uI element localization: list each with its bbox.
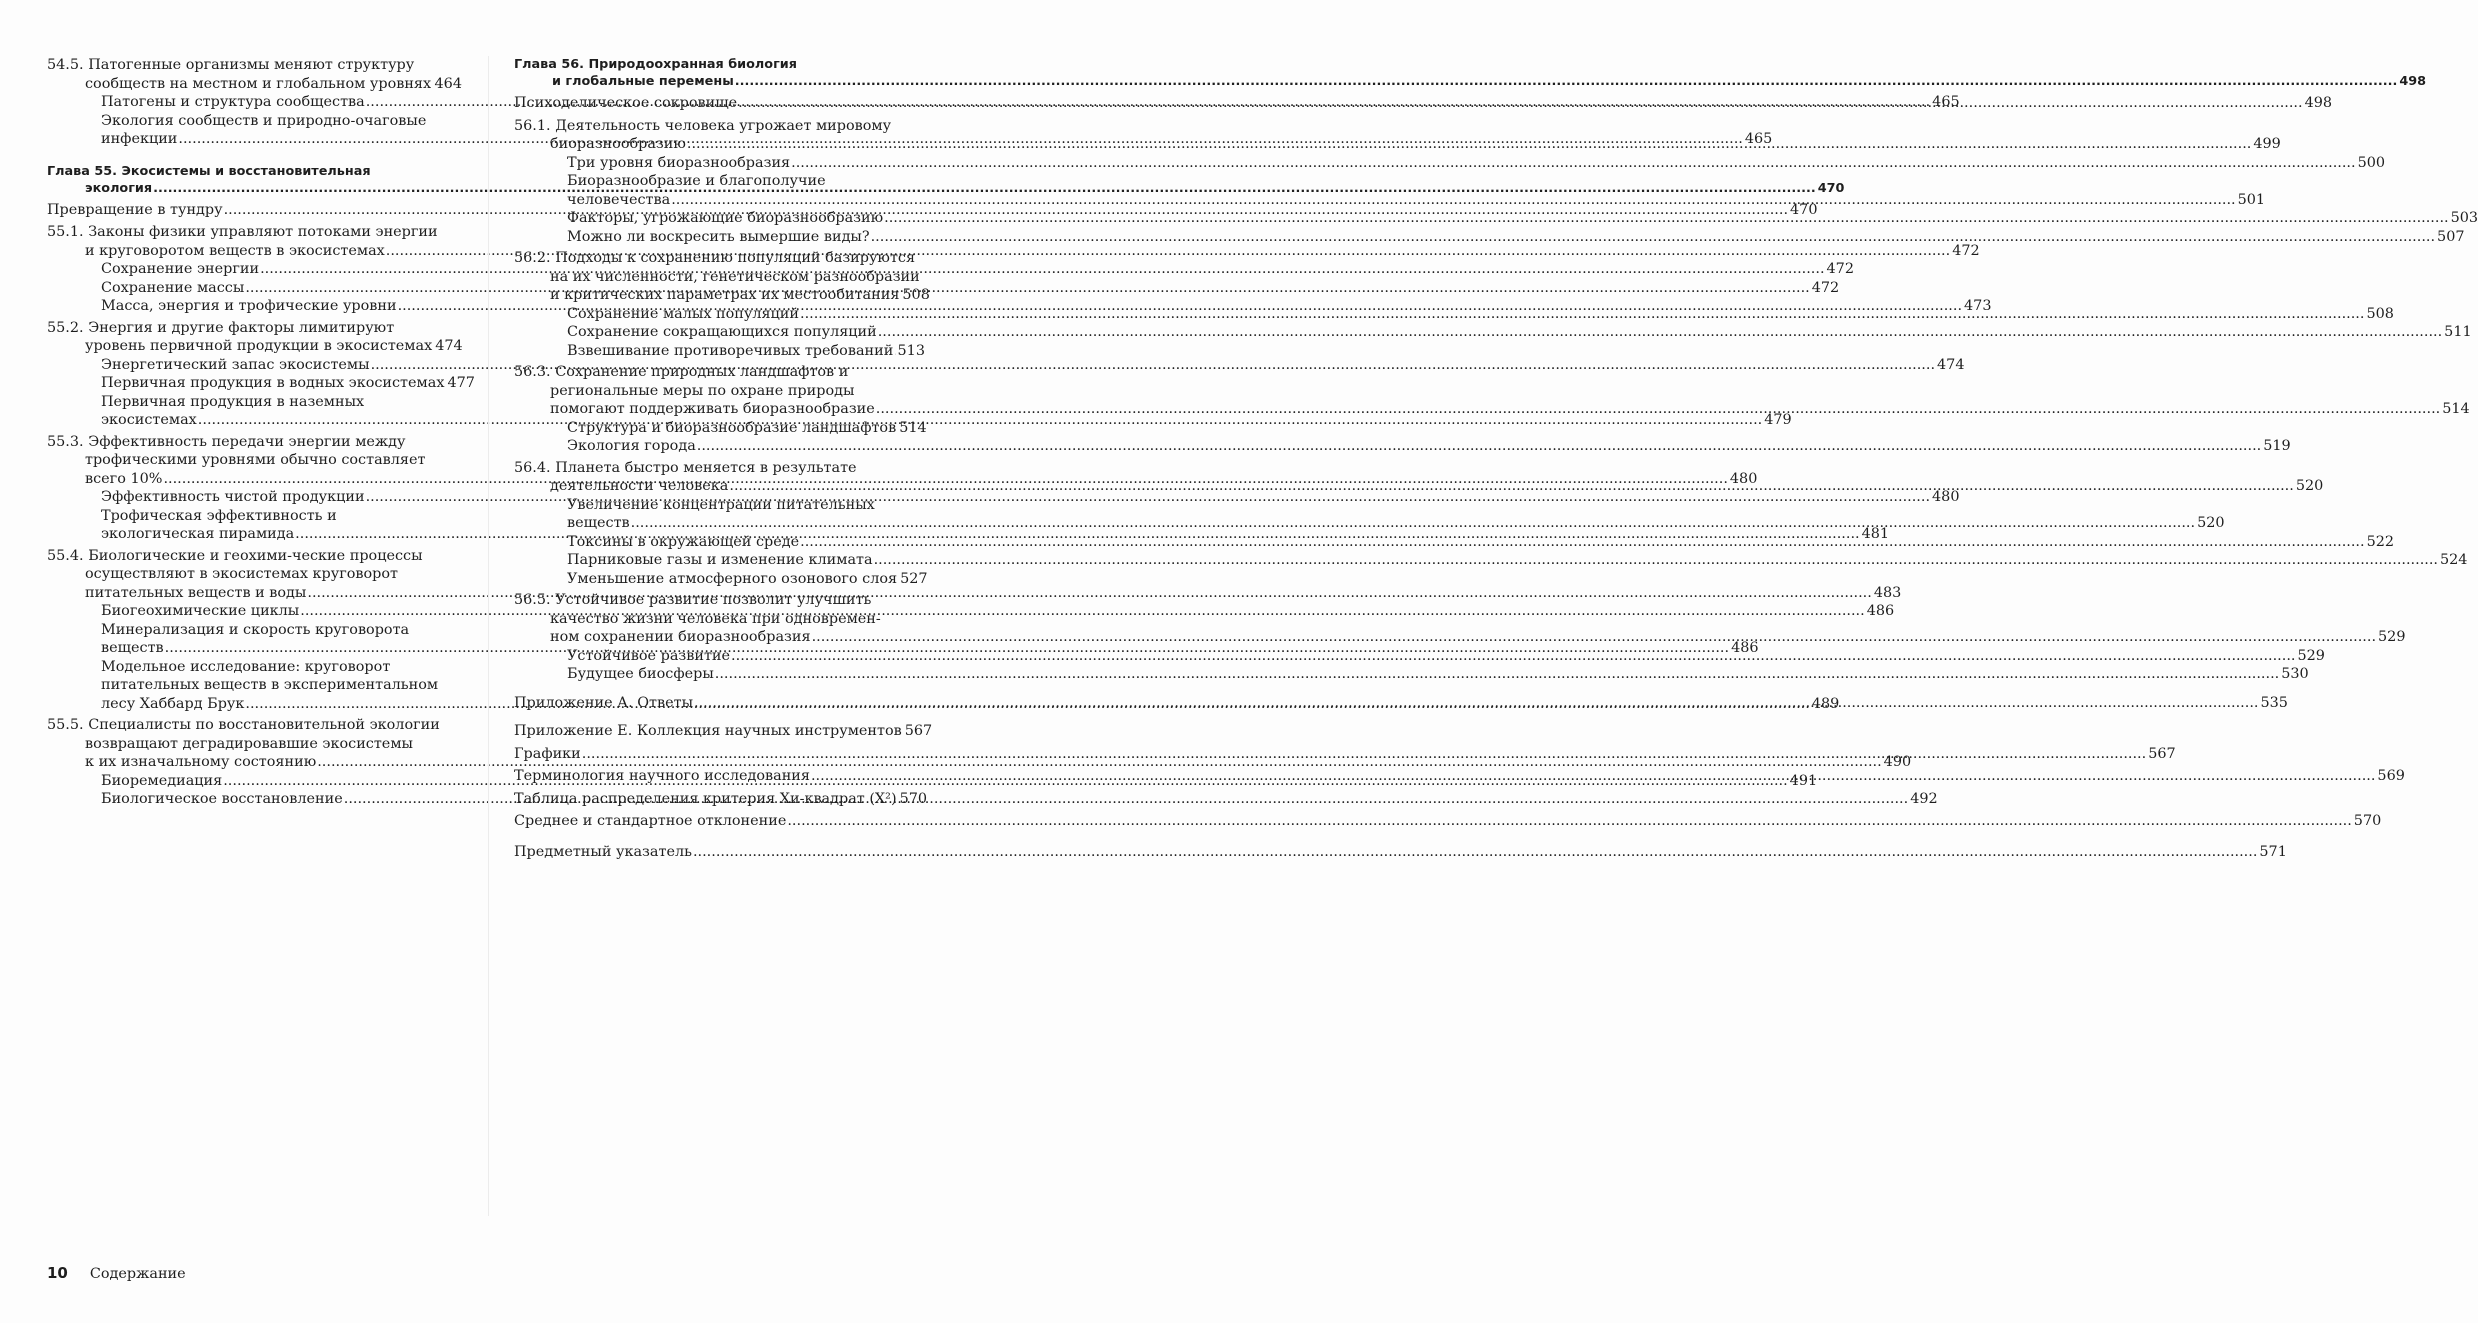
leader-dots xyxy=(245,279,1809,298)
toc-sub-entry[interactable] xyxy=(514,154,2386,173)
toc-page-number: 499 xyxy=(2253,136,2281,152)
leader-dots xyxy=(715,665,2279,684)
toc-page-number: 514 xyxy=(2442,401,2470,417)
toc-page-number: 520 xyxy=(2295,478,2324,494)
page-footer xyxy=(47,1264,186,1282)
toc-entry-title: экологическая пирамида xyxy=(101,526,295,542)
toc-sub-entry[interactable] xyxy=(514,228,2465,247)
toc-page-number: 519 xyxy=(2263,438,2291,454)
toc-entry-title: Графики xyxy=(514,745,581,762)
toc-entry-title: деятельности человека xyxy=(550,478,729,494)
leader-dots xyxy=(878,323,2442,342)
toc-page-number: 486 xyxy=(1866,603,1895,619)
toc-page-number: 479 xyxy=(1764,412,1792,428)
toc-entry-title: Можно ли воскресить вымершие виды? xyxy=(567,228,870,245)
leader-dots xyxy=(800,533,2364,552)
toc-entry-title: качество жизни человека при одновремен- xyxy=(550,610,881,627)
toc-entry-title: Сохранение сокращающихся популяций xyxy=(567,324,877,340)
leader-dots xyxy=(871,228,2435,247)
leader-dots xyxy=(687,135,2251,154)
leader-dots xyxy=(884,209,2448,228)
toc-page-number: 480 xyxy=(1729,470,1758,487)
toc-entry-title: питательных веществ в экспериментальном xyxy=(101,677,439,693)
toc-page-number: 489 xyxy=(1811,695,1840,712)
toc-entry-title: Биогеохимические циклы xyxy=(101,603,300,619)
toc-page-number: 486 xyxy=(1731,640,1759,656)
toc-entry-title: Структура и биоразнообразие ландшафтов xyxy=(567,419,897,436)
toc-entry-title: к их изначальному состоянию xyxy=(85,754,317,770)
toc-section-entry[interactable] xyxy=(514,249,930,305)
toc-entry-title: Три уровня биоразнообразия xyxy=(567,154,791,171)
toc-entry-title: осуществляют в экосистемах круговорот xyxy=(85,566,399,582)
toc-entry-title: и глобальные перемены xyxy=(552,74,734,89)
toc-entry-title: на их численности, генетическом разнообразии xyxy=(550,268,920,285)
toc-page-number: 520 xyxy=(2197,515,2225,531)
toc-entry-title: 55.4. Биологические и геохими-ческие процессы xyxy=(47,547,423,564)
toc-page-number: 529 xyxy=(2378,629,2406,645)
toc-sub-entry[interactable] xyxy=(514,342,925,361)
toc-page-number: 470 xyxy=(1817,180,1845,196)
leader-dots xyxy=(729,477,2293,496)
leader-dots xyxy=(811,767,2375,786)
leader-dots xyxy=(731,647,2295,666)
toc-page-number: 514 xyxy=(899,419,927,436)
toc-entry-title: Терминология научного исследования xyxy=(514,768,810,784)
toc-entry-title: Эффективность чистой продукции xyxy=(101,489,365,505)
toc-entry-title: Минерализация и скорость круговорота xyxy=(101,621,410,638)
toc-entry-title: Экология сообществ и природно-очаговые xyxy=(101,112,427,129)
toc-entry-title: 55.3. Эффективность передачи энергии между xyxy=(47,433,406,450)
toc-page-number: 491 xyxy=(1789,772,1818,789)
toc-page-number: 498 xyxy=(2399,74,2427,89)
toc-entry-title: инфекции xyxy=(101,131,178,147)
toc-sub-entry[interactable] xyxy=(514,437,2291,456)
toc-chapter-entry[interactable] xyxy=(514,56,2427,90)
toc-entry-title: экосистемах xyxy=(101,412,197,428)
leader-dots xyxy=(694,694,2258,713)
toc-entry-title: возвращают деградировавшие экосистемы xyxy=(85,735,413,752)
leader-dots xyxy=(671,191,2235,210)
toc-page-number: 511 xyxy=(2444,324,2472,340)
toc-page-number: 474 xyxy=(1937,356,1965,373)
toc-entry-title: 55.1. Законы физики управляют потоками энергии xyxy=(47,224,438,240)
leader-dots xyxy=(876,400,2440,419)
toc-page-number: 524 xyxy=(2440,552,2468,568)
toc-entry-title: Психоделическое сокровище xyxy=(514,95,738,111)
toc-page-number: 483 xyxy=(1873,584,1902,601)
toc-page-number: 474 xyxy=(435,338,463,354)
toc-sub-entry[interactable] xyxy=(514,323,2472,342)
column-divider xyxy=(488,56,489,1216)
toc-entry-title: 55.5. Специалисты по восстановительной экологии xyxy=(47,717,440,733)
toc-entry-title: Сохранение малых популяций xyxy=(567,305,799,322)
leader-dots xyxy=(260,260,1824,279)
toc-entry-title: Модельное исследование: круговорот xyxy=(101,658,391,675)
toc-page-number: 470 xyxy=(1790,201,1818,218)
toc-entry-title: ном сохранении биоразнообразия xyxy=(550,629,811,645)
toc-page-number: 567 xyxy=(2148,745,2176,762)
leader-dots xyxy=(735,73,2398,90)
toc-intro-entry[interactable] xyxy=(514,790,928,809)
toc-page-number: 503 xyxy=(2450,210,2478,226)
toc-page-number: 522 xyxy=(2366,533,2395,550)
toc-entry-title: Биологическое восстановление xyxy=(101,791,343,807)
toc-sub-entry[interactable] xyxy=(514,665,2309,684)
toc-page-number: 501 xyxy=(2237,191,2266,208)
toc-page-number: 530 xyxy=(2281,666,2309,682)
toc-page-number: 507 xyxy=(2437,228,2465,245)
toc-page-number: 473 xyxy=(1964,298,1992,314)
leader-dots xyxy=(582,745,2146,764)
toc-entry-title: 56.1. Деятельность человека угрожает мировому xyxy=(514,117,892,134)
toc-page-number: 472 xyxy=(1826,261,1854,277)
toc-page-number: 465 xyxy=(1932,94,1960,110)
toc-entry-title: Патогены и структура сообщества xyxy=(101,94,365,110)
toc-entry-title: Таблица распределения критерия Хи-квадрат (Х²) xyxy=(514,790,897,807)
toc-entry-title: Трофическая эффективность и xyxy=(101,507,337,524)
toc-entry-title: Глава 56. Природоохранная биология xyxy=(514,57,797,72)
toc-page-number: 527 xyxy=(900,570,928,587)
toc-sub-entry[interactable] xyxy=(514,551,2468,570)
toc-entry-title: Биоразнообразие и благополучие xyxy=(567,173,826,189)
toc-entry-title: трофическими уровнями обычно составляет xyxy=(85,452,426,468)
toc-appendix-entry[interactable] xyxy=(514,722,933,741)
toc-entry-title: Масса, энергия и трофические уровни xyxy=(101,298,397,314)
toc-page-number: 472 xyxy=(1811,279,1840,296)
leader-dots xyxy=(787,812,2351,831)
toc-entry-title: веществ xyxy=(567,515,630,531)
toc-entry-title: Превращение в тундру xyxy=(47,201,223,218)
leader-dots xyxy=(812,628,2376,647)
leader-dots xyxy=(894,342,895,361)
toc-entry-title: 56.3. Сохранение природных ландшафтов и xyxy=(514,364,849,380)
toc-page-number: 508 xyxy=(2366,305,2394,322)
toc-entry-title: Уменьшение атмосферного озонового слоя xyxy=(567,570,898,587)
toc-page-number: 569 xyxy=(2377,768,2405,784)
toc-page-number: 535 xyxy=(2260,694,2288,711)
toc-page-number: 492 xyxy=(1910,791,1938,807)
toc-page-number: 567 xyxy=(904,723,933,739)
toc-sub-entry[interactable] xyxy=(514,419,925,438)
toc-entry-title: Будущее биосферы xyxy=(567,666,714,682)
toc-page-number: 508 xyxy=(902,287,930,303)
toc-page-number: 477 xyxy=(447,375,475,391)
toc-section-entry[interactable] xyxy=(47,56,462,93)
toc-entry-title: человечества xyxy=(567,191,671,208)
toc-sub-entry[interactable] xyxy=(514,570,928,589)
toc-page-number: 570 xyxy=(899,790,928,807)
toc-entry-title: 55.2. Энергия и другие факторы лимитируют xyxy=(47,319,395,336)
toc-intro-entry[interactable] xyxy=(514,812,2382,831)
toc-entry-title: Предметный указатель xyxy=(514,843,692,860)
toc-entry-title: Увеличение концентрации питательных xyxy=(567,496,875,513)
toc-entry-title: Сохранение энергии xyxy=(101,261,260,277)
leader-dots xyxy=(693,843,2257,862)
toc-page-number: 464 xyxy=(434,75,462,92)
toc-sub-entry[interactable] xyxy=(47,374,475,393)
toc-entry-title: Устойчивое развитие xyxy=(567,647,731,664)
toc-entry-title: Взвешивание противоречивых требований xyxy=(567,342,894,359)
toc-entry-title: питательных веществ и воды xyxy=(85,584,307,601)
toc-entry-title: Биоремедиация xyxy=(101,772,223,789)
toc-entry-title: экология xyxy=(85,180,153,196)
toc-entry-title: Энергетический запас экосистемы xyxy=(101,356,370,373)
toc-page-number: 500 xyxy=(2357,154,2386,171)
toc-entry-title: Среднее и стандартное отклонение xyxy=(514,813,787,829)
toc-entry-title: и круговоротом веществ в экосистемах xyxy=(85,242,385,259)
toc-page-number: 490 xyxy=(1883,754,1912,770)
toc-page-number: 498 xyxy=(2304,95,2333,111)
toc-entry-title: Парниковые газы и изменение климата xyxy=(567,552,873,568)
toc-page-number: 472 xyxy=(1952,242,1980,259)
toc-page-number: 465 xyxy=(1744,131,1773,147)
toc-entry-title: сообществ на местном и глобальном уровнях xyxy=(85,75,432,92)
toc-entry-title: 56.2. Подходы к сохранению популяций базируются xyxy=(514,250,916,266)
leader-dots xyxy=(874,551,2438,570)
toc-entry-title: уровень первичной продукции в экосистемах xyxy=(85,338,433,354)
toc-entry-title: и критических параметрах их местообитания xyxy=(550,287,900,303)
toc-entry-title: региональные меры по охране природы xyxy=(550,382,855,399)
toc-entry-title: 54.5. Патогенные организмы меняют структуру xyxy=(47,57,415,73)
toc-page-number: 570 xyxy=(2353,813,2382,829)
toc-page-number: 513 xyxy=(897,342,925,359)
toc-entry-title: Факторы, угрожающие биоразнообразию xyxy=(567,210,884,226)
toc-entry-title: биоразнообразию xyxy=(550,136,686,152)
toc-page-number: 529 xyxy=(2297,647,2325,664)
toc-entry-title: Токсины в окружающей среде xyxy=(567,533,800,550)
toc-entry-title: 56.5. Устойчивое развитие позволит улучшить xyxy=(514,592,872,608)
leader-dots xyxy=(697,437,2261,456)
toc-entry-title: Экология города xyxy=(567,438,696,454)
leader-dots xyxy=(800,305,2364,324)
toc-entry-title: Сохранение массы xyxy=(101,279,245,296)
toc-entry-title: всего 10% xyxy=(85,470,163,487)
toc-entry-title: помогают поддерживать биоразнообразие xyxy=(550,401,875,417)
toc-entry-title: Приложение Е. Коллекция научных инструментов xyxy=(514,723,902,739)
toc-page-number: 481 xyxy=(1861,526,1890,542)
toc-entry-title: Приложение А. Ответы xyxy=(514,694,694,711)
toc-entry-title: Первичная продукция в наземных xyxy=(101,393,365,410)
page-number: 10 xyxy=(47,1264,68,1282)
toc-entry-title: лесу Хаббард Брук xyxy=(101,695,245,712)
toc-page-number: 571 xyxy=(2259,843,2287,860)
toc-index-entry[interactable] xyxy=(514,843,2287,862)
toc-entry-title: веществ xyxy=(101,640,164,656)
toc-entry-title: Первичная продукция в водных экосистемах xyxy=(101,375,445,391)
toc-entry-title: Глава 55. Экосистемы и восстановительная xyxy=(47,163,371,179)
toc-page-number: 480 xyxy=(1932,489,1960,505)
leader-dots xyxy=(631,514,2195,533)
toc-entry-title: 56.4. Планета быстро меняется в результате xyxy=(514,459,857,476)
leader-dots xyxy=(791,154,2355,173)
leader-dots xyxy=(738,94,2302,113)
toc-section-entry[interactable] xyxy=(47,319,462,356)
running-title: Содержание xyxy=(89,1266,186,1282)
